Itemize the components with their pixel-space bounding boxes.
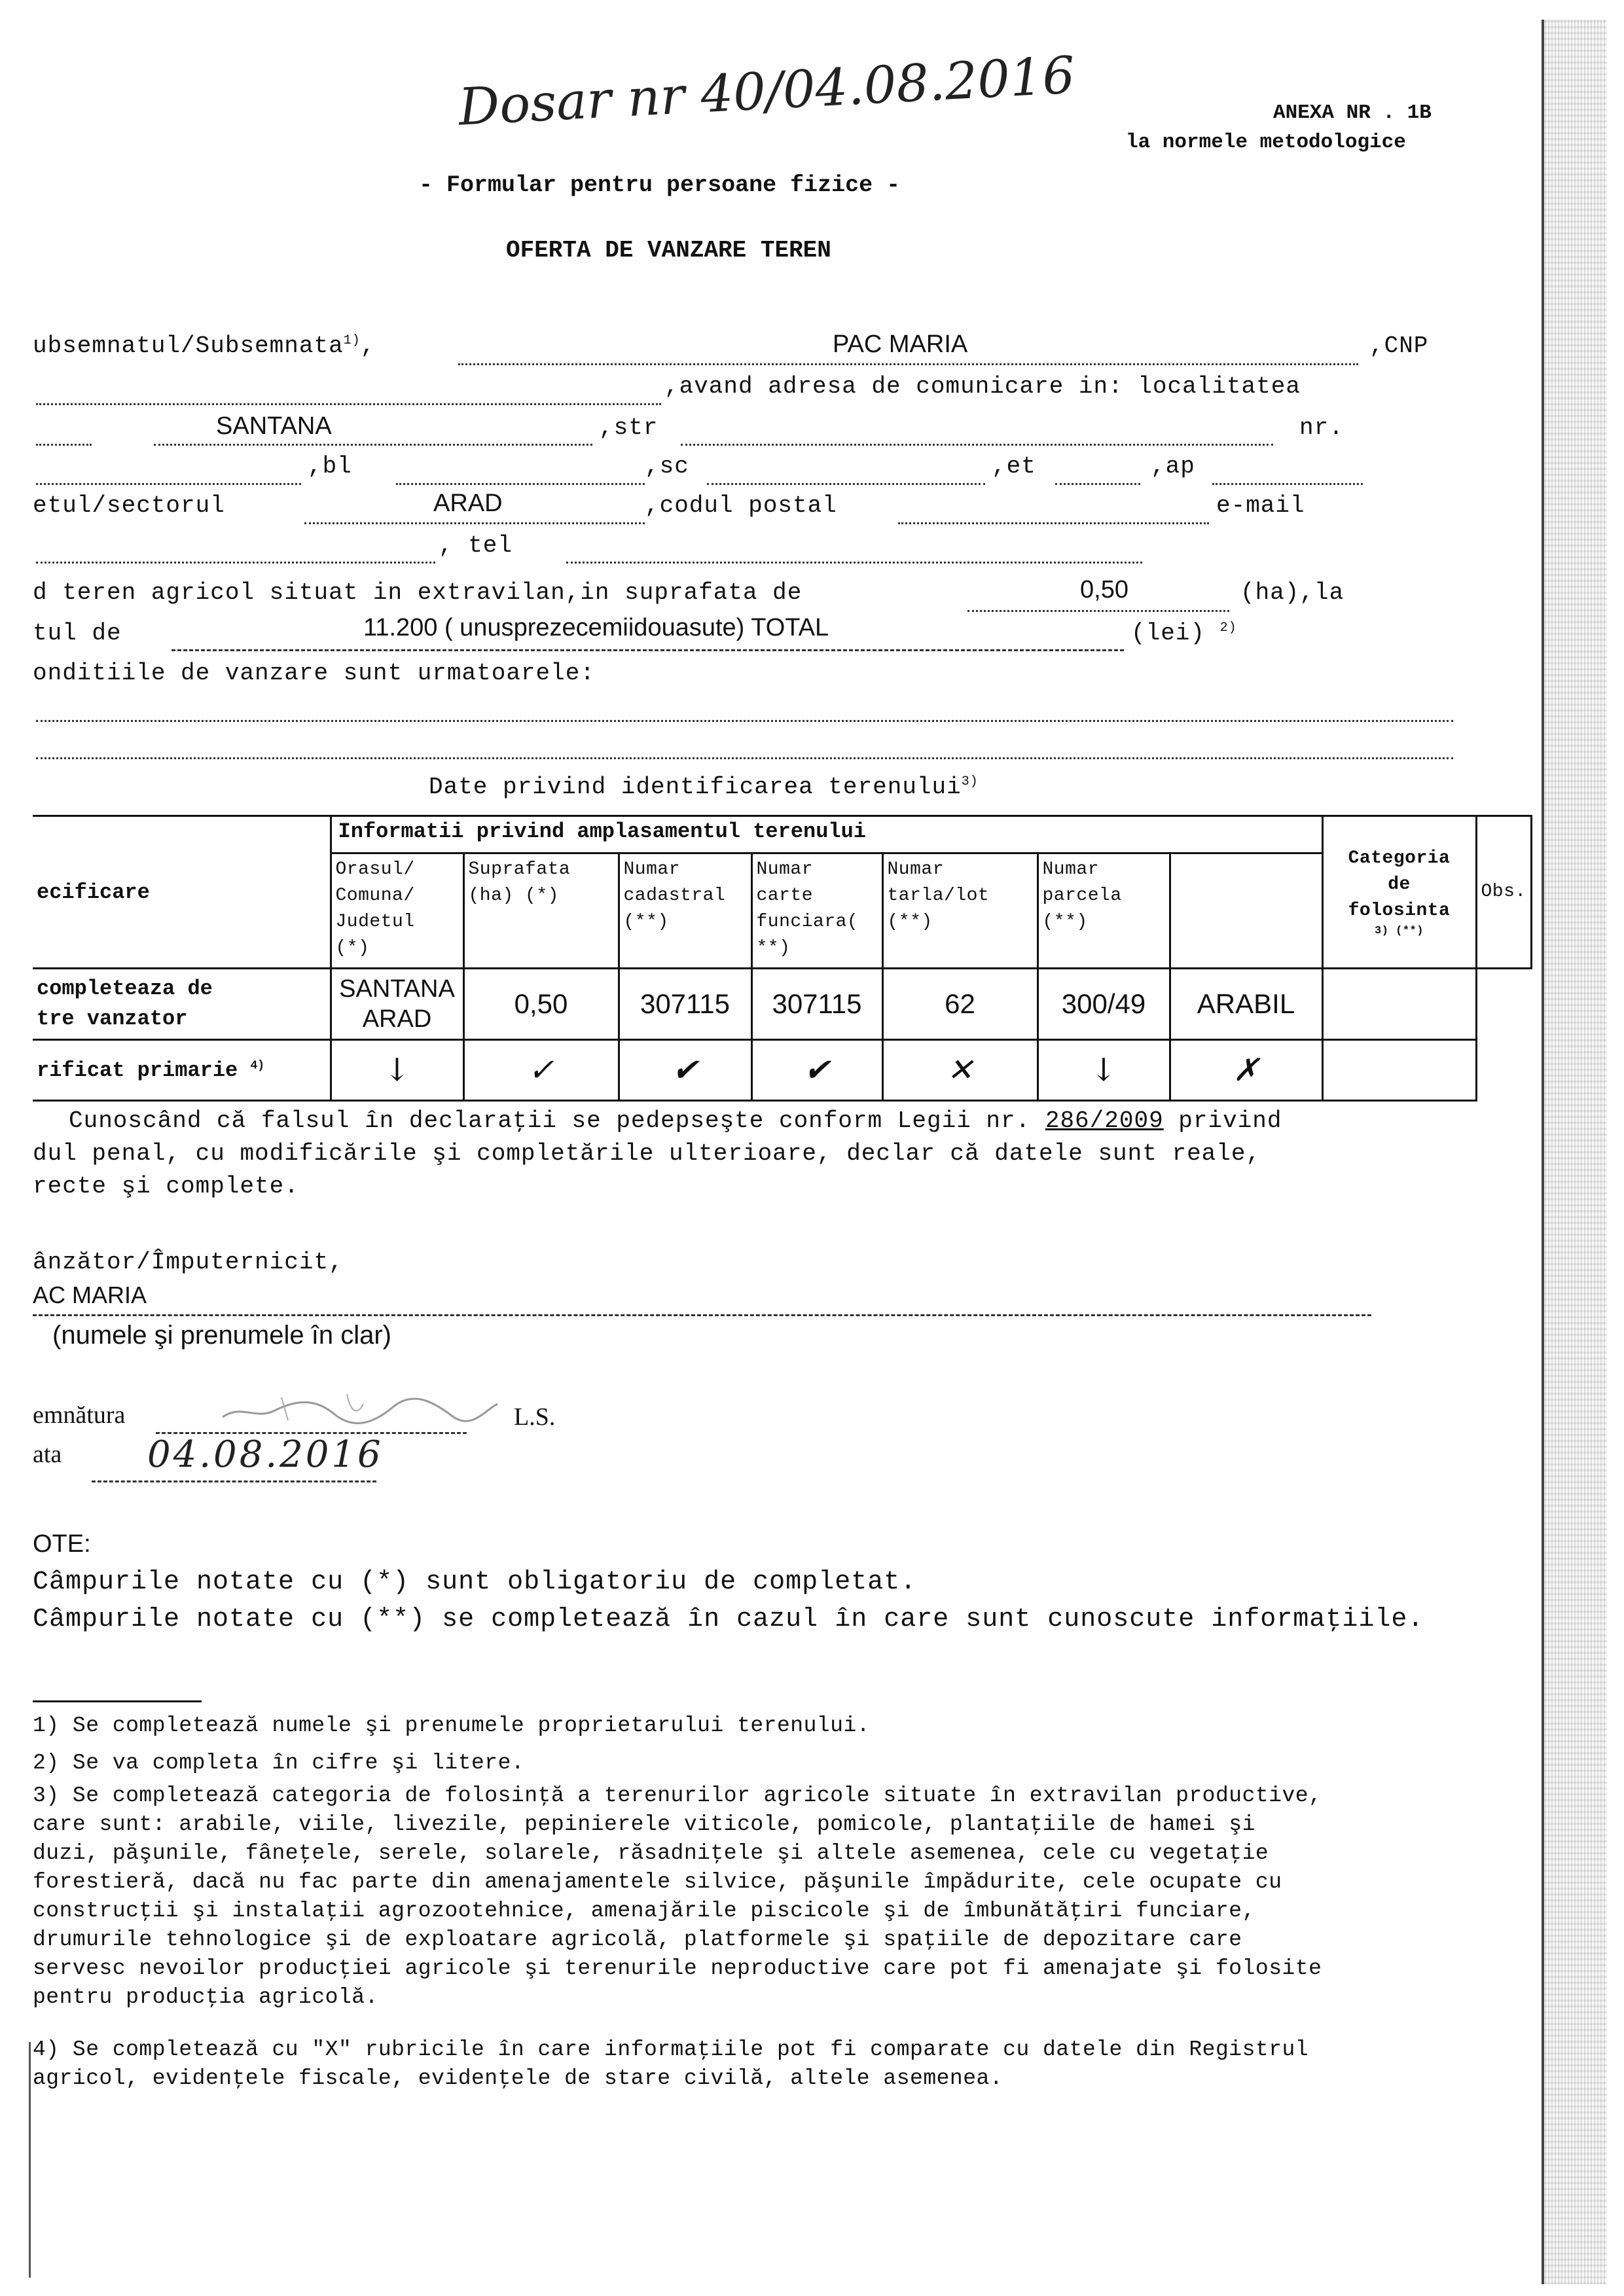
parcela-header: Numar parcela (**) <box>1038 853 1170 969</box>
str-line <box>681 444 1273 446</box>
suprafata-header: Suprafata (ha) (*) <box>463 853 619 969</box>
note-required: Câmpurile notate cu (*) sunt obligatoriu de completat. <box>33 1568 917 1597</box>
cell-suprafata[interactable]: 0,50 <box>463 969 619 1040</box>
margin-line <box>29 2042 31 2278</box>
nr-line <box>36 483 301 485</box>
check-mark-carte[interactable]: ✔ <box>751 1040 882 1101</box>
table-row-vanzator <box>33 969 1531 1040</box>
obs-header: Obs. <box>1476 816 1531 969</box>
check-mark-suprafata[interactable]: ✓ <box>463 1040 619 1101</box>
address-label: ,avand adresa de comunicare in: localitatea <box>664 373 1301 400</box>
localitate-value[interactable]: SANTANA <box>216 412 332 440</box>
cell-parcela[interactable]: 300/49 <box>1038 969 1170 1040</box>
check-mark-localitate[interactable]: ↓ <box>331 1040 463 1101</box>
subsemnatul-label: ubsemnatul/Subsemnata$^{1)}$, <box>33 332 376 359</box>
cnp-label: ,CNP <box>1369 332 1429 359</box>
footnote-3: 3) Se completează categoria de folosinţă a terenurilor agricole situate în extravilan productive, care sunt: arabile, viile, livezile, pepinierele viticole, pomicole, plantaţiile de hamei şi duzi, păşunile, fâneţele, serele, solarele, răsadniţele şi altele asemenea, cele cu vegetaţie forestieră, dacă nu fac parte din amenajamentele silvice, păşunile împădurite, cele ocupate cu construcţii şi instalaţii agrozootehnice, amenajările piscicole şi de îmbunătăţiri funciare, drumurile tehnologice şi de exploatare agricolă, platformele şi spaţiile de depozitare care servesc nevoilor producţiei agricole şi terenurile neproductive care pot fi amenajate şi folosite pentru producţia agricolă. <box>33 1784 1322 2009</box>
cod-postal-label: ,codul postal <box>645 492 837 519</box>
localitate-line-a <box>36 444 92 446</box>
handwritten-file-number: Dosar nr 40/04.08.2016 <box>457 46 1077 137</box>
check-mark-cadastral[interactable]: ✔ <box>619 1040 751 1101</box>
cell-carte-funciara[interactable]: 307115 <box>751 969 882 1040</box>
bl-label: ,bl <box>308 453 352 480</box>
page-title: OFERTA DE VANZARE TEREN <box>506 237 831 264</box>
seller-name[interactable]: PAC MARIA <box>833 331 968 358</box>
cell-cadastral[interactable]: 307115 <box>619 969 751 1040</box>
check-mark-parcela[interactable]: ↓ <box>1038 1040 1170 1101</box>
judet-value[interactable]: ARAD <box>433 490 503 517</box>
email-label: e-mail <box>1216 492 1305 519</box>
localitate-line <box>154 444 592 446</box>
str-label: ,str <box>599 414 659 441</box>
data-label: ata <box>33 1441 62 1468</box>
name-line <box>458 363 1358 365</box>
notes-heading: OTE: <box>33 1530 91 1558</box>
annex-number: ANEXA NR . 1B <box>1273 101 1432 124</box>
signature-image <box>216 1384 504 1433</box>
data-line <box>92 1480 376 1482</box>
pret-label: tul de <box>33 620 122 647</box>
amplasament-group-header: Informatii privind amplasamentul terenului <box>331 816 1322 853</box>
nr-label: nr. <box>1299 414 1344 441</box>
teren-label: d teren agricol situat in extravilan,in suprafata de <box>33 579 803 606</box>
conditii-line-2 <box>36 757 1453 759</box>
conditii-line-1 <box>36 720 1453 722</box>
cell-tarla[interactable]: 62 <box>882 969 1038 1040</box>
cell-categoria[interactable]: ARABIL <box>1170 969 1322 1040</box>
row-label-vanzator: completeaza de tre vanzator <box>33 969 331 1040</box>
suprafata-value[interactable]: 0,50 <box>1080 576 1128 603</box>
pret-value[interactable]: 11.200 ( unusprezecemiidouasute) TOTAL <box>363 614 829 641</box>
tel-line <box>566 562 1142 564</box>
note-optional: Câmpurile notate cu (**) se completează în cazul în care sunt cunoscute informaţiile. <box>33 1605 1424 1634</box>
footnote-separator <box>33 1700 202 1702</box>
cell-obs[interactable] <box>1322 969 1476 1040</box>
scan-edge-line <box>1542 20 1544 2284</box>
ap-label: ,ap <box>1151 453 1195 480</box>
footnote-4: 4) Se completează cu "X" rubricile în care informaţiile pot fi comparate cu datele din Registrul agricol, evidenţele fiscale, evidenţele de stare civilă, altele asemenea. <box>33 2037 1309 2090</box>
judet-line <box>304 522 645 524</box>
et-line <box>1055 483 1140 485</box>
tarla-header: Numar tarla/lot (**) <box>882 853 1038 969</box>
pret-line <box>171 649 1124 651</box>
tel-label: , tel <box>439 532 513 559</box>
name-hint: (numele şi prenumele în clar) <box>52 1321 391 1350</box>
sc-label: ,sc <box>645 453 689 480</box>
cell-obs-primarie <box>1322 1040 1476 1101</box>
scan-edge <box>1542 20 1607 2284</box>
cadastral-header: Numar cadastral (**) <box>619 853 751 969</box>
declaration-line-1: Cunoscând că falsul în declaraţii se pedepseşte conform Legii nr. 286/2009 privind <box>69 1107 1282 1134</box>
et-label: ,et <box>992 453 1036 480</box>
vanzator-name[interactable]: AC MARIA <box>33 1282 147 1308</box>
vanzator-label: ânzător/Împuternicit, <box>33 1249 344 1276</box>
ha-label: (ha),la <box>1240 579 1344 606</box>
carte-funciara-header: Numar carte funciara( **) <box>751 853 882 969</box>
table-caption: Date privind identificarea terenului$^{3)}$ <box>429 774 979 800</box>
table-header-row <box>33 816 1531 853</box>
localitate-header: Orasul/ Comuna/ Judetul (*) <box>331 853 463 969</box>
email-line <box>36 562 435 564</box>
bl-line <box>396 483 645 485</box>
cell-localitate[interactable]: SANTANA ARAD <box>331 969 463 1040</box>
suprafata-line <box>967 610 1229 612</box>
categoria-header: Categoria de folosinta 3) (**) <box>1322 816 1476 969</box>
form-type: - Formular pentru persoane fizice - <box>419 172 901 198</box>
data-value[interactable]: 04.08.2016 <box>147 1433 384 1476</box>
row-label-primarie: rificat primarie $^{4)}$ <box>33 1040 331 1101</box>
check-mark-categoria[interactable]: ✗ <box>1170 1040 1322 1101</box>
specificare-header: ecificare <box>33 816 331 969</box>
vanzator-name-line <box>33 1314 1371 1316</box>
table-row-primarie <box>33 1040 1531 1101</box>
ap-line <box>1212 483 1363 485</box>
declaration-line-2: dul penal, cu modificările şi completările ulterioare, declar că datele sunt reale, <box>33 1140 1261 1167</box>
sc-line <box>707 483 985 485</box>
ls-label: L.S. <box>514 1403 556 1431</box>
annex-subtitle: la normele metodologice <box>1126 131 1406 154</box>
conditii-label: onditiile de vanzare sunt urmatoarele: <box>33 660 595 687</box>
land-identification-table <box>33 815 1532 1102</box>
semnatura-label: emnătura <box>33 1401 126 1429</box>
footnote-1: 1) Se completează numele şi prenumele proprietarului terenului. <box>33 1713 871 1738</box>
lei-label: (lei) $^{2)}$ <box>1131 620 1237 647</box>
cnp-line <box>36 403 661 405</box>
footnote-2: 2) Se va completa în cifre şi litere. <box>33 1751 525 1775</box>
check-mark-tarla[interactable]: ✕ <box>882 1040 1038 1101</box>
law-number: 286/2009 <box>1045 1107 1164 1134</box>
declaration-line-3: recte şi complete. <box>33 1173 299 1200</box>
cod-postal-line <box>898 522 1209 524</box>
judet-label: etul/sectorul <box>33 492 225 519</box>
